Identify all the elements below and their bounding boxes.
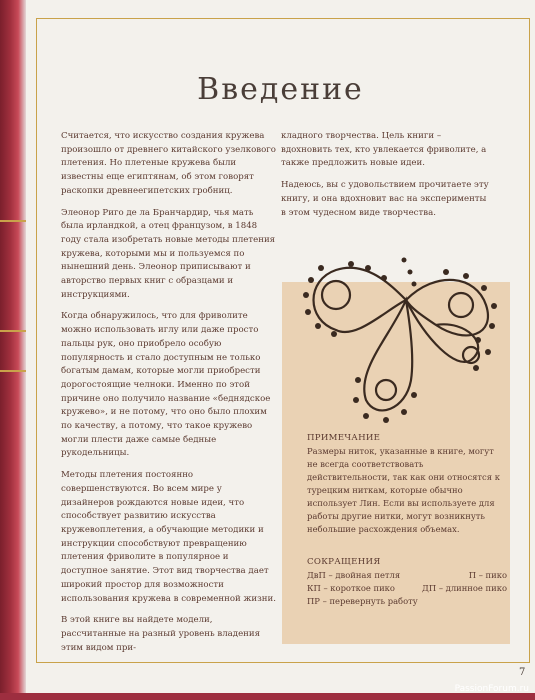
paragraph: Элеонор Риго де ла Бранчардир, чья мать была ирландкой, а отец французом, в 1848 году стала изобретать новые методы плетения кружева, которыми мы и пользуемся по нынешний день. Элеонор приписывают и авторство первых книг с образцами и инструкциями. <box>61 207 276 300</box>
watermark: PassionForum.ru <box>454 684 529 694</box>
bottom-band <box>0 693 535 700</box>
abbreviation: ДвП – двойная петля <box>307 570 401 580</box>
spine-line <box>0 330 26 332</box>
paragraph: Когда обнаружилось, что для фриволите можно использовать иглу или даже просто пальцы рук, оно приобрело особую популярность и стало доступным не только богатым дамам, которые могли приобрести дорогостоящие челноки. Именно по этой причине оно получило название «беднядское кружево», и не потому, что оно было плохим по качеству, а потому, что такое кружево могли плести даже самые бедные рукодельницы. <box>61 311 271 459</box>
page-number: 7 <box>519 667 526 678</box>
paragraph: кладного творчества. Цель книги – вдохновить тех, кто увлекается фриволите, а также предложить новые идеи. <box>281 131 487 169</box>
book-page <box>26 0 535 693</box>
note-heading: ПРИМЕЧАНИЕ <box>307 433 381 443</box>
abbreviation: КП – короткое пико <box>307 583 395 593</box>
paragraph: Надеюсь, вы с удовольствием прочитаете эту книгу, и она вдохновит вас на эксперименты в этом чудесном виде творчества. <box>281 180 489 218</box>
spine-line <box>0 220 26 222</box>
spine-line <box>0 370 26 372</box>
paragraph: Считается, что искусство создания кружева произошло от древнего китайского узелкового плетения. Но плетеные кружева были известны еще египтянам, об этом говорят раскопки древнеегипетских гробниц. <box>61 131 276 196</box>
abbreviation-row <box>307 595 507 608</box>
abbreviation: П – пико <box>468 570 507 580</box>
page-title: Введение <box>197 72 364 107</box>
left-column <box>61 130 276 663</box>
note-text: Размеры ниток, указанные в книге, могут не всегда соответствовать действительности, так как они относятся к турецким ниткам, которые обычно использует Лин. Если вы используете для работы другие нитки, могут возникнуть небольшие расхождения объемах. <box>307 446 500 534</box>
abbreviation: ДП – длинное пико <box>422 583 507 593</box>
note-content <box>307 432 507 608</box>
abbreviation-row <box>307 569 507 582</box>
abbreviation-row <box>307 582 507 595</box>
book-spine <box>0 0 26 700</box>
paragraph: В этой книге вы найдете модели, рассчитанные на разный уровень владения этим видом при- <box>61 615 261 653</box>
paragraph: Методы плетения постоянно совершенствуются. Во всем мире у дизайнеров рождаются новые идеи, что способствует развитию искусства кружевоплетения, а обучающие методики и инструкции способствуют превращению плетения фриволите в популярное и доступное занятие. Этот вид творчества дает широкий простор для возможности использования кружева в современной жизни. <box>61 470 276 604</box>
lace-butterfly-icon <box>296 250 511 430</box>
abbreviation: ПР – перевернуть работу <box>307 596 418 606</box>
right-column <box>281 130 493 228</box>
abbreviations-heading: СОКРАЩЕНИЯ <box>307 557 381 567</box>
